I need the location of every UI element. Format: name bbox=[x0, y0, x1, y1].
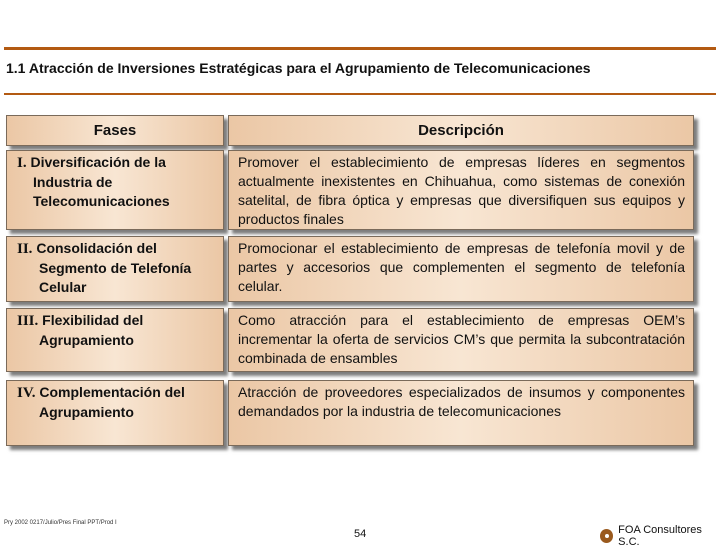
description-text: Promover el establecimiento de empresas líderes en segmentos actualmente inexistentes en Chihuahua, como sistemas de conexión satelital, de fibra óptica y empresas que diversifiquen sus equipos y productos finales bbox=[238, 154, 685, 227]
company-logo-icon bbox=[600, 529, 613, 543]
phase-title-line: Industria de bbox=[33, 174, 113, 190]
description-text: Como atracción para el establecimiento de empresas OEM’s incrementar la oferta de servicios CM’s que permita la subcontratación combinada de ensambles bbox=[238, 312, 685, 366]
phase-title-line: Celular bbox=[39, 279, 87, 295]
title-rule bbox=[4, 93, 716, 95]
phase-numeral: IV. bbox=[17, 385, 36, 401]
description-cell-4 bbox=[228, 380, 694, 446]
description-text: Atracción de proveedores especializados de insumos y componentes demandados por la industria de telecomunicaciones bbox=[238, 384, 685, 419]
phase-title: Diversificación de la bbox=[30, 154, 166, 170]
description-cell-3 bbox=[228, 308, 694, 372]
page-title: 1.1 Atracción de Inversiones Estratégicas para el Agrupamiento de Telecomunicaciones bbox=[6, 60, 591, 76]
phase-title: Flexibilidad del bbox=[42, 312, 144, 328]
page-number: 54 bbox=[354, 528, 367, 540]
header-phases-label: Fases bbox=[93, 122, 137, 139]
phase-title-line: Agrupamiento bbox=[39, 404, 134, 420]
phase-cell-1 bbox=[6, 150, 224, 230]
phase-cell-2 bbox=[6, 236, 224, 302]
header-description-label: Descripción bbox=[418, 122, 504, 139]
footer-file-path: Pry 2002 0217/Julio/Pres Final PPT/Prod I bbox=[4, 520, 117, 526]
description-text: Promocionar el establecimiento de empresas de telefonía movil y de partes y accesorios que complementen el segmento de telefonía celular. bbox=[238, 240, 685, 294]
footer-brand bbox=[600, 524, 720, 548]
phase-cell-4 bbox=[6, 380, 224, 446]
description-cell-2 bbox=[228, 236, 694, 302]
phase-title: Consolidación del bbox=[36, 240, 157, 256]
phase-title-line: Segmento de Telefonía bbox=[39, 260, 192, 276]
description-cell-1 bbox=[228, 150, 694, 230]
phase-numeral: II. bbox=[17, 241, 33, 257]
phase-numeral: III. bbox=[17, 313, 39, 329]
phase-title-line: Agrupamiento bbox=[39, 332, 134, 348]
header-phases bbox=[6, 115, 224, 146]
phase-numeral: I. bbox=[17, 155, 27, 171]
phase-title: Complementación del bbox=[39, 384, 185, 400]
phase-title-line: Telecomunicaciones bbox=[33, 193, 170, 209]
top-rule bbox=[4, 47, 716, 50]
phase-cell-3 bbox=[6, 308, 224, 372]
header-description bbox=[228, 115, 694, 146]
company-name: FOA Consultores S.C. bbox=[618, 524, 702, 548]
